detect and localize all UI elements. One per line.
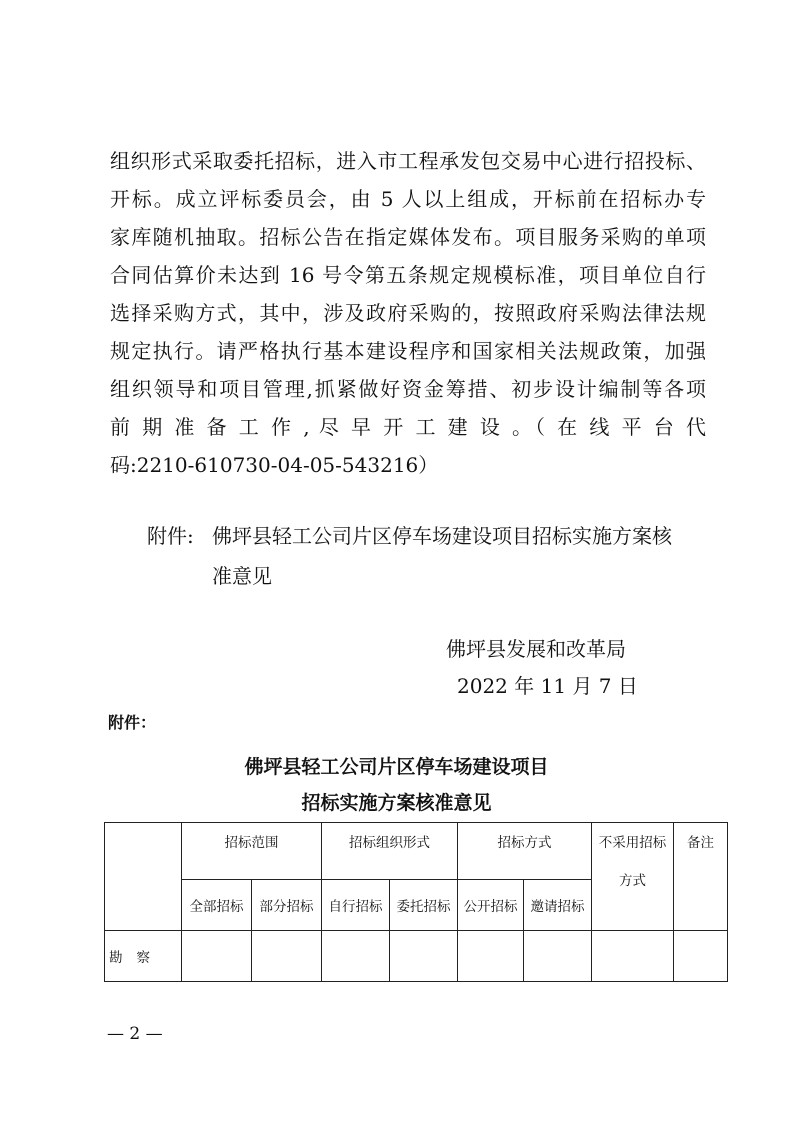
table-cell — [390, 931, 458, 982]
signature-date: 2022 年 11 月 7 日 — [457, 674, 638, 698]
table-cell — [252, 931, 322, 982]
attachment-line-2: 准意见 — [212, 564, 272, 588]
header-not-adopted-line-2: 方式 — [619, 873, 646, 889]
body-line-1: 组织形式采取委托招标，进入市工程承发包交易中心进行招投标、 — [110, 149, 706, 173]
table-cell — [524, 931, 592, 982]
body-line-7: 组织领导和项目管理,抓紧做好资金筹措、初步设计编制等各项 — [110, 377, 706, 401]
subheader-invited: 邀请招标 — [524, 880, 592, 931]
approval-table — [104, 822, 728, 982]
header-method: 招标方式 — [458, 823, 592, 880]
table-header-row-1 — [105, 823, 728, 880]
signature-org: 佛坪县发展和改革局 — [446, 637, 626, 661]
attachment-line-1: 佛坪县轻工公司片区停车场建设项目招标实施方案核 — [212, 524, 672, 548]
body-line-3: 家库随机抽取。招标公告在指定媒体发布。项目服务采购的单项 — [110, 225, 706, 249]
subheader-full: 全部招标 — [182, 880, 252, 931]
table-cell — [674, 931, 728, 982]
body-line-2: 开标。成立评标委员会，由 5 人以上组成，开标前在招标办专 — [110, 187, 706, 211]
row-label-survey: 勘察 — [105, 931, 182, 982]
subheader-self: 自行招标 — [322, 880, 390, 931]
appendix-label: 附件： — [108, 713, 157, 732]
appendix-title-line-1: 佛坪县轻工公司片区停车场建设项目 — [244, 756, 549, 778]
body-line-6: 规定执行。请严格执行基本建设程序和国家相关法规政策，加强 — [110, 339, 706, 363]
header-not-adopted-line-1: 不采用招标 — [598, 835, 667, 851]
header-remarks: 备注 — [674, 823, 728, 931]
body-line-8: 前 期 准 备 工 作 , 尽 早 开 工 建 设 。（ 在 线 平 台 代 — [110, 415, 706, 439]
header-not-adopted — [592, 823, 674, 931]
appendix-title-line-2: 招标实施方案核准意见 — [301, 792, 492, 814]
table-cell — [182, 931, 252, 982]
table-cell — [458, 931, 524, 982]
table-cell — [592, 931, 674, 982]
attachment-label: 附件: — [147, 524, 194, 548]
body-line-5: 选择采购方式，其中，涉及政府采购的，按照政府采购法律法规 — [110, 301, 706, 325]
body-line-9: 码:2210-610730-04-05-543216） — [110, 453, 439, 477]
corner-cell — [105, 823, 182, 931]
page-number: — 2 — — [107, 1024, 163, 1044]
subheader-entrusted: 委托招标 — [390, 880, 458, 931]
subheader-partial: 部分招标 — [252, 880, 322, 931]
body-line-4: 合同估算价未达到 16 号令第五条规定规模标准，项目单位自行 — [110, 263, 706, 287]
table-row — [105, 931, 728, 982]
header-org-form: 招标组织形式 — [322, 823, 458, 880]
table-cell — [322, 931, 390, 982]
header-scope: 招标范围 — [182, 823, 322, 880]
subheader-open: 公开招标 — [458, 880, 524, 931]
